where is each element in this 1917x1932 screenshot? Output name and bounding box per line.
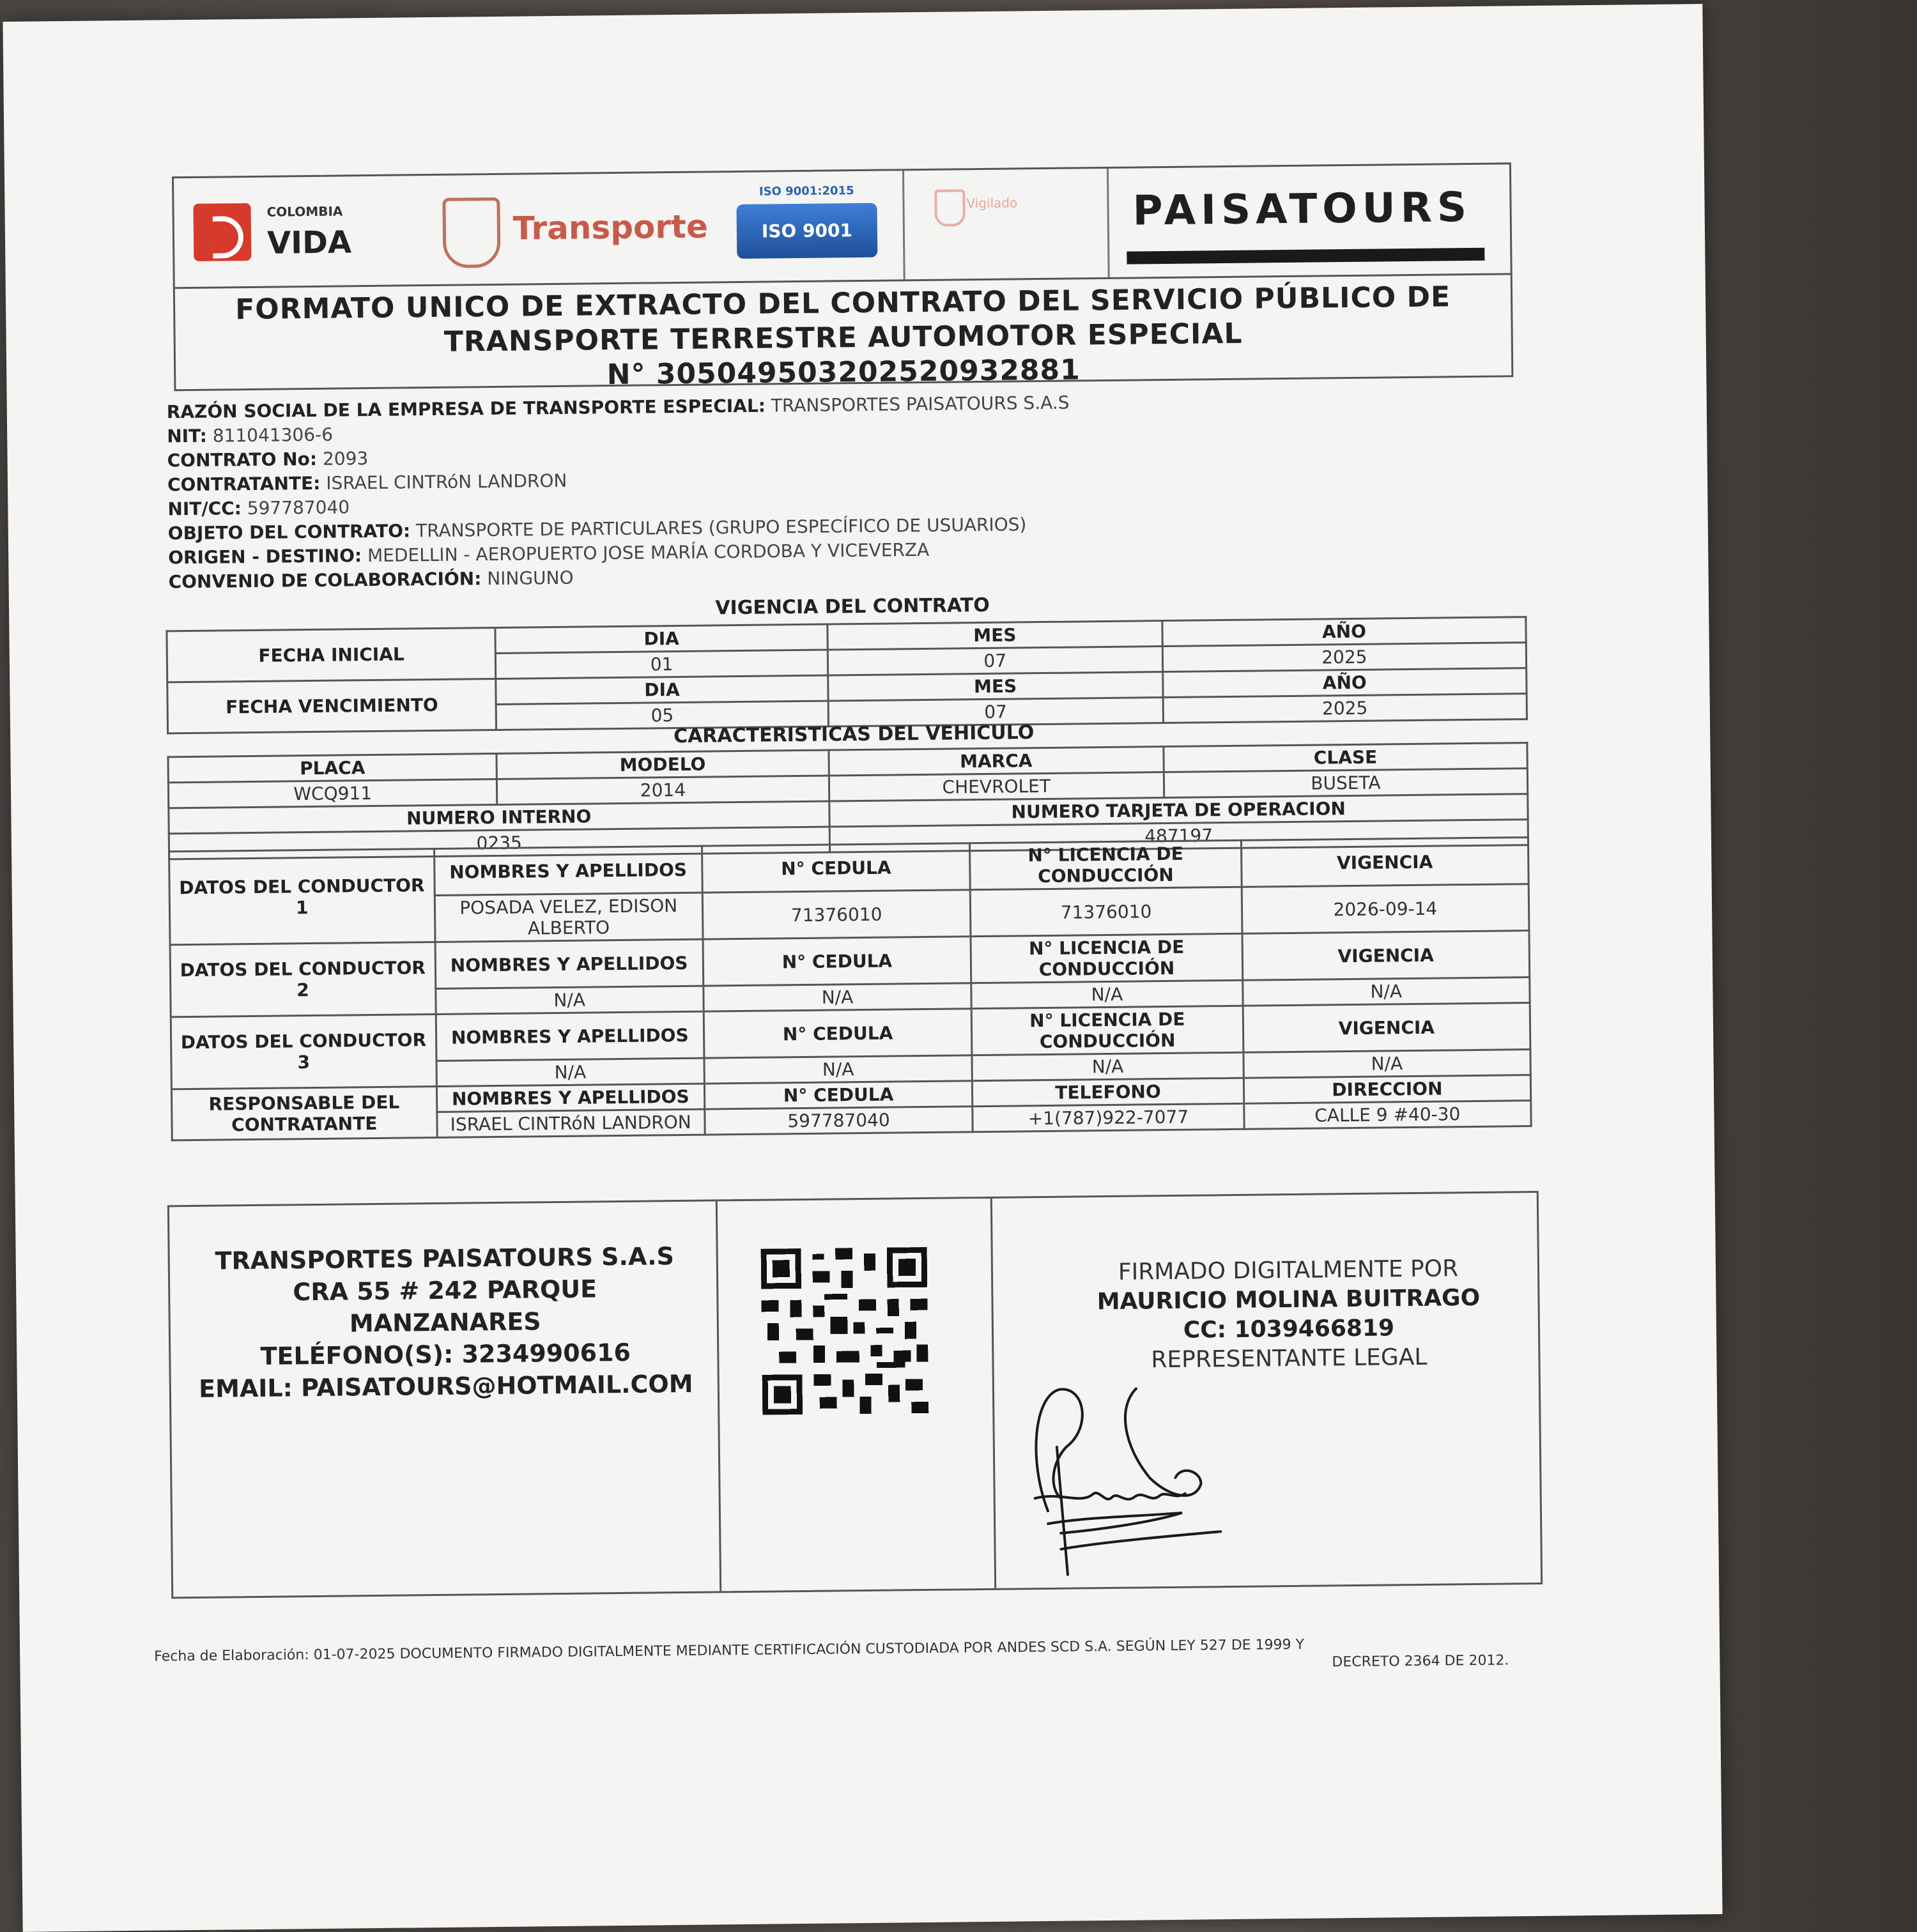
inicial-ano: 2025 xyxy=(1162,643,1527,672)
company-phone: TELÉFONO(S): 3234990616 xyxy=(260,1338,631,1370)
conductor-3-nombre: N/A xyxy=(436,1058,705,1086)
conductor-1-label: DATOS DEL CONDUCTOR 1 xyxy=(169,849,435,945)
document-page xyxy=(3,4,1722,1932)
objeto-value: TRANSPORTE DE PARTICULARES (GRUPO ESPECÍFICO DE USUARIOS) xyxy=(415,514,1027,542)
numero-interno-value: 0235 xyxy=(169,827,829,859)
responsable-telefono: +1(787)922-7077 xyxy=(973,1103,1244,1131)
modelo-label: MODELO xyxy=(497,750,829,779)
fecha-inicial-label: FECHA INICIAL xyxy=(167,627,496,682)
telefono-label: TELEFONO xyxy=(973,1078,1244,1106)
licencia-label: N° LICENCIA DE CONDUCCIÓN xyxy=(970,840,1242,889)
razon-social-value: TRANSPORTES PAISATOURS S.A.S xyxy=(771,392,1070,417)
clase-value: BUSETA xyxy=(1164,769,1528,798)
colombia-logo-small-text: COLOMBIA xyxy=(266,203,343,220)
paisatours-logo-bar xyxy=(1127,248,1484,264)
tarjeta-operacion-label: NUMERO TARJETA DE OPERACION xyxy=(829,794,1528,827)
placa-label: PLACA xyxy=(168,753,497,782)
logos-row xyxy=(174,164,1511,289)
nitcc-value: 597787040 xyxy=(247,496,350,519)
dia-label: DIA xyxy=(495,624,828,653)
conductor-3-vigencia: N/A xyxy=(1243,1050,1531,1078)
origen-value: MEDELLIN - AEROPUERTO JOSE MARÍA CORDOBA Y VICEVERZA xyxy=(367,539,930,567)
licencia-label: N° LICENCIA DE CONDUCCIÓN xyxy=(971,933,1242,983)
colombia-vida-logo xyxy=(193,189,385,274)
logo-divider xyxy=(902,171,905,279)
responsable-direccion: CALLE 9 #40-30 xyxy=(1243,1101,1531,1130)
vehiculo-title: CARACTERISTICAS DEL VEHICULO xyxy=(673,721,1035,748)
vigilado-shield-icon xyxy=(934,189,966,226)
vigencia-table xyxy=(166,616,1528,734)
logo-divider xyxy=(1107,169,1110,277)
footer xyxy=(154,1634,1509,1683)
tarjeta-operacion-value: 487197 xyxy=(829,820,1528,852)
vencimiento-mes: 07 xyxy=(828,698,1164,726)
responsable-label: RESPONSABLE DEL CONTRATANTE xyxy=(171,1086,436,1140)
company-address: CRA 55 # 242 PARQUE MANZANARES xyxy=(293,1275,597,1338)
title-line-2: TRANSPORTE TERRESTRE AUTOMOTOR ESPECIAL xyxy=(443,317,1243,358)
conductor-3-licencia: N/A xyxy=(972,1052,1243,1080)
nombres-label: NOMBRES Y APELLIDOS xyxy=(435,939,704,988)
mes-label: MES xyxy=(828,672,1163,701)
footer-line-2: DECRETO 2364 DE 2012. xyxy=(1332,1652,1509,1671)
direccion-label: DIRECCION xyxy=(1243,1075,1531,1104)
cedula-label: N° CEDULA xyxy=(704,1009,972,1058)
vigencia-label: VIGENCIA xyxy=(1242,931,1530,981)
modelo-value: 2014 xyxy=(497,776,829,804)
signer-name: MAURICIO MOLINA BUITRAGO xyxy=(1097,1284,1481,1315)
fecha-vencimiento-label: FECHA VENCIMIENTO xyxy=(167,678,497,733)
conductor-1-nombre: POSADA VELEZ, EDISON ALBERTO xyxy=(435,893,703,942)
conductor-1-cedula: 71376010 xyxy=(702,890,971,939)
conductor-2-nombre: N/A xyxy=(435,986,704,1014)
iso-logo xyxy=(736,184,877,268)
vencimiento-ano: 2025 xyxy=(1163,694,1527,723)
colombia-logo-icon xyxy=(193,203,251,261)
nit-value: 811041306-6 xyxy=(212,424,334,447)
vigencia-title: VIGENCIA DEL CONTRATO xyxy=(715,594,990,620)
coat-of-arms-icon xyxy=(442,197,500,268)
contract-info xyxy=(167,385,1574,594)
contrato-value: 2093 xyxy=(322,448,369,470)
inicial-dia: 01 xyxy=(496,650,828,678)
header-box xyxy=(172,162,1513,391)
nombres-label: NOMBRES Y APELLIDOS xyxy=(436,1084,705,1112)
paisatours-logo-text: PAISATOURS xyxy=(1132,183,1472,235)
convenio-label: CONVENIO DE COLABORACIÓN: xyxy=(168,568,482,593)
conductor-2-vigencia: N/A xyxy=(1242,977,1530,1006)
vigilado-logo xyxy=(934,181,1101,266)
responsable-nombre: ISRAEL CINTRóN LANDRON xyxy=(436,1109,705,1137)
nombres-label: NOMBRES Y APELLIDOS xyxy=(434,846,702,895)
nitcc-label: NIT/CC: xyxy=(167,498,242,520)
mes-label: MES xyxy=(828,621,1163,650)
convenio-value: NINGUNO xyxy=(487,567,574,590)
signed-by-label: FIRMADO DIGITALMENTE POR xyxy=(1118,1255,1459,1285)
cedula-label: N° CEDULA xyxy=(703,937,971,986)
inicial-mes: 07 xyxy=(828,647,1163,675)
dia-label: DIA xyxy=(496,675,828,704)
qr-code-icon xyxy=(761,1247,929,1415)
placa-value: WCQ911 xyxy=(168,779,497,808)
contrato-label: CONTRATO No: xyxy=(167,448,318,471)
responsable-cedula: 597787040 xyxy=(705,1107,973,1135)
cedula-label: N° CEDULA xyxy=(702,843,970,893)
nit-label: NIT: xyxy=(167,425,208,447)
vencimiento-dia: 05 xyxy=(497,701,829,730)
conductor-1-vigencia: 2026-09-14 xyxy=(1242,884,1529,934)
signature-mark xyxy=(1021,1368,1291,1581)
transporte-logo xyxy=(442,186,709,272)
transporte-logo-text: Transporte xyxy=(512,208,709,247)
paisatours-logo xyxy=(1120,178,1491,264)
conductor-2-cedula: N/A xyxy=(704,983,972,1011)
marca-label: MARCA xyxy=(828,747,1164,776)
company-block xyxy=(195,1240,695,1405)
conductor-1-licencia: 71376010 xyxy=(970,887,1242,936)
conductores-table xyxy=(168,836,1532,1141)
signer-role: REPRESENTANTE LEGAL xyxy=(1151,1344,1428,1374)
numero-interno-label: NUMERO INTERNO xyxy=(169,801,829,834)
conductor-2-licencia: N/A xyxy=(971,980,1243,1008)
title-line-1: FORMATO UNICO DE EXTRACTO DEL CONTRATO DEL SERVICIO PÚBLICO DE xyxy=(235,280,1451,326)
footer-line-1: Fecha de Elaboración: 01-07-2025 DOCUMENTO FIRMADO DIGITALMENTE MEDIANTE CERTIFICACIÓN CUSTODIADA POR ANDES SCD S.A. SEGÚN LEY 527 DE 1999 Y xyxy=(154,1636,1305,1665)
contratante-value: ISRAEL CINTRóN LANDRON xyxy=(326,470,567,494)
document-title xyxy=(175,279,1512,397)
extract-number: N° 305049503202520932881 xyxy=(606,353,1081,392)
vigencia-label: VIGENCIA xyxy=(1243,1003,1530,1053)
iso-badge: ISO 9001 xyxy=(736,203,877,259)
conductor-3-label: DATOS DEL CONDUCTOR 3 xyxy=(171,1015,436,1089)
clase-label: CLASE xyxy=(1164,743,1528,772)
iso-logo-top-text: ISO 9001:2015 xyxy=(758,184,854,199)
marca-value: CHEVROLET xyxy=(829,772,1164,801)
ano-label: AÑO xyxy=(1163,668,1527,698)
objeto-label: OBJETO DEL CONTRATO: xyxy=(167,520,411,544)
contratante-label: CONTRATANTE: xyxy=(167,472,321,496)
signer-cc: CC: 1039466819 xyxy=(1183,1315,1395,1344)
origen-label: ORIGEN - DESTINO: xyxy=(168,545,362,569)
ano-label: AÑO xyxy=(1162,617,1527,647)
conductor-3-cedula: N/A xyxy=(704,1055,973,1084)
vigilado-text: Vigilado xyxy=(966,195,1018,211)
conductor-2-label: DATOS DEL CONDUCTOR 2 xyxy=(170,942,436,1017)
vigencia-label: VIGENCIA xyxy=(1241,838,1528,887)
razon-social-label: RAZÓN SOCIAL DE LA EMPRESA DE TRANSPORTE ESPECIAL: xyxy=(166,395,766,423)
cedula-label: N° CEDULA xyxy=(704,1081,973,1109)
company-name: TRANSPORTES PAISATOURS S.A.S xyxy=(215,1242,675,1275)
signer-block xyxy=(1052,1254,1526,1376)
licencia-label: N° LICENCIA DE CONDUCCIÓN xyxy=(971,1006,1243,1055)
nombres-label: NOMBRES Y APELLIDOS xyxy=(436,1011,704,1061)
colombia-logo-big-text: VIDA xyxy=(266,224,352,261)
company-email: EMAIL: PAISATOURS@HOTMAIL.COM xyxy=(198,1369,693,1403)
signature-section xyxy=(167,1191,1543,1598)
